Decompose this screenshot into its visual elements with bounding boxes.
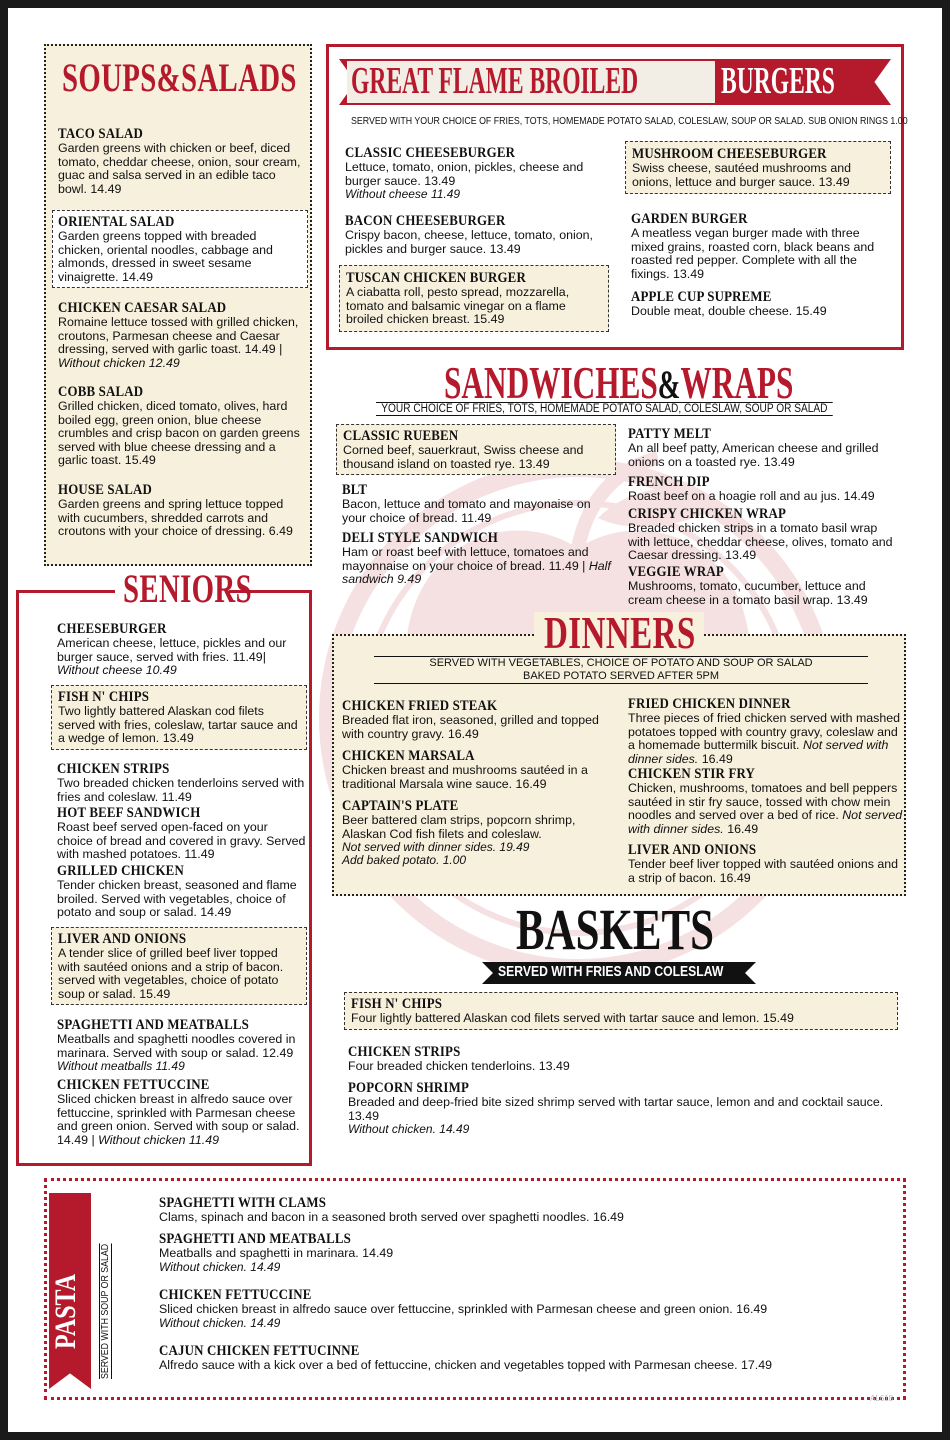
item-name: CHICKEN MARSALA — [342, 748, 475, 764]
item-desc: Tender chicken breast, seasoned and flame broiled. Served with vegetables, choice of potato and soup or salad. 14.49 — [57, 878, 297, 920]
item-name: PATTY MELT — [628, 426, 712, 442]
menu-item-spaghetti-with-clams — [159, 1195, 899, 1225]
item-name: CHEESEBURGER — [57, 621, 167, 637]
item-note: Without chicken. 14.49 — [159, 1315, 281, 1330]
item-desc: A tender slice of grilled beef liver topped with sautéed onions and a strip of bacon. served with vegetables, choice of potato soup or salad. 15.49 — [58, 946, 284, 1001]
item-desc: Garden greens topped with breaded chicken, oriental noodles, cabbage and almonds, dressed in sweet sesame vinaigrette. 14.49 — [58, 229, 273, 284]
item-desc: Double meat, double cheese. 15.49 — [631, 304, 827, 318]
menu-item-oriental-salad — [52, 210, 308, 288]
item-desc: Meatballs and spaghetti in marinara. 14.49 — [159, 1246, 394, 1260]
item-name: FRIED CHICKEN DINNER — [628, 696, 791, 712]
menu-item-senior-spaghetti-meatballs — [57, 1017, 307, 1073]
burgers-panel — [326, 44, 908, 350]
item-desc: Chicken, mushrooms, tomatoes and bell peppers sautéed in stir fry sauce, tossed with chow mein noodles and served over a bed of rice. Not served with dinner sides. 16.49 — [628, 781, 903, 836]
item-desc: Three pieces of fried chicken served with mashed potatoes topped with country gravy, coleslaw and a homemade buttermilk biscuit. Not served with dinner sides. 16.49 — [628, 711, 901, 766]
item-desc: Two breaded chicken tenderloins served with fries and coleslaw. 11.49 — [57, 776, 305, 804]
item-note: Not served with dinner sides. 19.49 — [342, 840, 530, 855]
item-name: HOUSE SALAD — [58, 482, 153, 498]
item-desc: Two lightly battered Alaskan cod filets served with fries, coleslaw, tartar sauce and a wedge of lemon. 13.49 — [58, 704, 298, 746]
item-name: CRISPY CHICKEN WRAP — [628, 506, 787, 522]
seniors-panel — [16, 566, 312, 1166]
sandwiches-subtitle: YOUR CHOICE OF FRIES, TOTS, HOMEMADE POTATO SALAD, COLESLAW, SOUP OR SALAD — [376, 402, 833, 416]
item-desc: Four breaded chicken tenderloins. 13.49 — [348, 1059, 570, 1073]
item-name: SPAGHETTI WITH CLAMS — [159, 1195, 327, 1211]
item-desc: Roast beef on a hoagie roll and au jus. 14.49 — [628, 489, 875, 503]
dinners-title: DINNERS — [544, 607, 696, 658]
menu-item-mushroom-cheeseburger — [625, 141, 891, 194]
item-desc: Alfredo sauce with a kick over a bed of fettuccine, chicken and vegetables topped with Parmesan cheese. 17.49 — [159, 1358, 773, 1372]
menu-item-chicken-stir-fry — [628, 766, 904, 836]
menu-item-chicken-marsala — [342, 748, 618, 791]
item-name: CLASSIC CHEESEBURGER — [345, 145, 516, 161]
menu-page — [8, 8, 942, 1432]
item-name: FRENCH DIP — [628, 474, 710, 490]
item-desc: Four lightly battered Alaskan cod filets served with tartar sauce and lemon. 15.49 — [351, 1011, 794, 1025]
item-desc: An all beef patty, American cheese and grilled onions on a toasted rye. 13.49 — [628, 441, 879, 469]
menu-item-crispy-chicken-wrap — [628, 506, 898, 563]
menu-item-basket-chicken-strips — [348, 1044, 898, 1074]
item-note: Without chicken. 14.49 — [348, 1122, 470, 1137]
menu-item-senior-cheeseburger — [57, 621, 307, 678]
sandwiches-wraps-section — [326, 348, 904, 610]
item-name: POPCORN SHRIMP — [348, 1080, 470, 1096]
item-name: DELI STYLE SANDWICH — [342, 530, 498, 546]
soups-salads-title: SOUPS&SALADS — [62, 55, 297, 100]
menu-item-senior-liver-and-onions — [51, 927, 307, 1005]
item-desc: American cheese, lettuce, pickles and our burger sauce, served with fries. 11.49| Without cheese 10.49 — [57, 636, 287, 678]
item-name: GARDEN BURGER — [631, 211, 748, 227]
menu-item-house-salad — [58, 482, 308, 539]
menu-item-pasta-chicken-fettuccine — [159, 1287, 899, 1330]
item-name: CLASSIC RUEBEN — [343, 428, 459, 444]
menu-item-senior-chicken-fettuccine — [57, 1077, 307, 1147]
menu-item-classic-rueben — [336, 424, 616, 475]
seniors-title: SENIORS — [123, 566, 252, 611]
item-name: FISH N' CHIPS — [351, 996, 443, 1012]
item-name: CHICKEN STIR FRY — [628, 766, 756, 782]
menu-item-veggie-wrap — [628, 564, 898, 607]
menu-item-blt — [342, 482, 618, 525]
item-desc: Sliced chicken breast in alfredo sauce over fettuccine, sprinkled with Parmesan cheese and green onion. 16.49 — [159, 1302, 768, 1316]
item-name: CAJUN CHICKEN FETTUCINNE — [159, 1343, 360, 1359]
item-note: Without chicken. 14.49 — [159, 1259, 281, 1274]
item-name: TUSCAN CHICKEN BURGER — [346, 270, 526, 286]
burgers-title-a: GREAT FLAME BROILED — [351, 60, 639, 102]
item-name: ORIENTAL SALAD — [58, 214, 175, 230]
item-desc: Tender beef liver topped with sautéed onions and a strip of bacon. 16.49 — [628, 857, 899, 885]
menu-item-grilled-chicken — [57, 863, 307, 920]
soups-salads-panel — [44, 44, 312, 566]
item-name: HOT BEEF SANDWICH — [57, 805, 201, 821]
footer-code: AL618 — [870, 1394, 894, 1403]
item-desc: A meatless vegan burger made with three mixed grains, roasted corn, black beans and roasted red pepper. Complete with all the fixings. 13.49 — [631, 226, 875, 281]
item-desc: Bacon, lettuce and tomato and mayonaise on your choice of bread. 11.49 — [342, 497, 591, 525]
item-name: CAPTAIN'S PLATE — [342, 798, 459, 814]
baskets-subtitle: SERVED WITH FRIES AND COLESLAW — [498, 964, 724, 980]
menu-item-fried-chicken-dinner — [628, 696, 904, 766]
item-name: BACON CHEESEBURGER — [345, 213, 506, 229]
menu-item-deli-style-sandwich — [342, 530, 618, 587]
item-name: CHICKEN FETTUCCINE — [159, 1287, 312, 1303]
item-desc: Garden greens and spring lettuce topped with cucumbers, shredded carrots and croutons with your choice of dressing. 6.49 — [58, 497, 293, 539]
item-desc: Clams, spinach and bacon in a seasoned broth served over spaghetti noodles. 16.49 — [159, 1210, 624, 1224]
pasta-subtitle: SERVED WITH SOUP OR SALAD — [100, 1243, 111, 1379]
item-note: Without cheese 11.49 — [345, 187, 461, 202]
burgers-subtitle: SERVED WITH YOUR CHOICE OF FRIES, TOTS, HOMEMADE POTATO SALAD, COLESLAW, SOUP OR SALAD. SUB ONION RINGS 1.00 — [351, 115, 908, 127]
item-name: CHICKEN FETTUCCINE — [57, 1077, 210, 1093]
baskets-section — [332, 898, 906, 1158]
item-note-2: Add baked potato. 1.00 — [342, 853, 467, 868]
menu-item-popcorn-shrimp — [348, 1080, 904, 1136]
item-name: CHICKEN STRIPS — [57, 761, 170, 777]
pasta-title: PASTA — [49, 1273, 82, 1349]
menu-item-cajun-chicken-fettucinne — [159, 1343, 899, 1373]
item-name: MUSHROOM CHEESEBURGER — [632, 146, 827, 162]
item-desc: Romaine lettuce tossed with grilled chicken, croutons, Parmesan cheese and Caesar dressing, served with garlic toast. 14.49 | Without chicken 12.49 — [58, 315, 299, 370]
item-name: TACO SALAD — [58, 126, 143, 142]
item-name: LIVER AND ONIONS — [58, 931, 187, 947]
item-name: SPAGHETTI AND MEATBALLS — [57, 1017, 250, 1033]
item-desc: Breaded chicken strips in a tomato basil wrap with lettuce, cheddar cheese, olives, tomato and Caesar dressing. 13.49 — [628, 521, 893, 563]
menu-item-captains-plate — [342, 798, 618, 867]
menu-item-apple-cup-supreme — [631, 289, 893, 319]
item-desc: A ciabatta roll, pesto spread, mozzarella, tomato and balsamic vinegar on a flame broiled chicken breast. 15.49 — [346, 285, 570, 327]
dinners-subtitle: SERVED WITH VEGETABLES, CHOICE OF POTATO AND SOUP OR SALAD BAKED POTATO SERVED AFTER 5PM — [374, 656, 868, 684]
item-note: Without meatballs 11.49 — [57, 1059, 185, 1074]
item-desc: Mushrooms, tomato, cucumber, lettuce and cream cheese in a tomato basil wrap. 13.49 — [628, 579, 868, 607]
burgers-title-b: BURGERS — [721, 60, 835, 102]
item-desc: Garden greens with chicken or beef, diced tomato, cheddar cheese, onion, sour cream, guac and salsa served in an edible taco bowl. 14.49 — [58, 141, 301, 196]
menu-item-dinner-liver-and-onions — [628, 842, 904, 885]
menu-item-senior-chicken-strips — [57, 761, 307, 804]
menu-item-bacon-cheeseburger — [345, 213, 615, 256]
menu-item-garden-burger — [631, 211, 893, 281]
item-name: COBB SALAD — [58, 384, 144, 400]
item-desc: Sliced chicken breast in alfredo sauce over fettuccine, sprinkled with Parmesan cheese and green onion. Served with soup or salad. 14.49 | Without chicken 11.49 — [57, 1092, 300, 1147]
menu-item-cobb-salad — [58, 384, 308, 468]
pasta-panel — [44, 1178, 906, 1400]
item-desc: Breaded and deep-fried bite sized shrimp served with tartar sauce, lemon and and cocktail sauce. 13.49 — [348, 1095, 884, 1123]
item-name: BLT — [342, 482, 368, 498]
item-name: FISH N' CHIPS — [58, 689, 150, 705]
menu-item-chicken-caesar-salad — [58, 300, 308, 370]
item-desc: Ham or roast beef with lettuce, tomatoes and mayonnaise on your choice of bread. 11.49 | Half sandwich 9.49 — [342, 545, 611, 587]
item-name: CHICKEN CAESAR SALAD — [58, 300, 227, 316]
item-desc: Crispy bacon, cheese, lettuce, tomato, onion, pickles and burger sauce. 13.49 — [345, 228, 593, 256]
item-name: LIVER AND ONIONS — [628, 842, 757, 858]
item-name: VEGGIE WRAP — [628, 564, 724, 580]
item-desc: Chicken breast and mushrooms sautéed in a traditional Marsala wine sauce. 16.49 — [342, 763, 588, 791]
item-desc: Beer battered clam strips, popcorn shrimp, Alaskan Cod fish filets and coleslaw. — [342, 813, 576, 841]
item-name: CHICKEN FRIED STEAK — [342, 698, 498, 714]
item-desc: Corned beef, sauerkraut, Swiss cheese and thousand island on toasted rye. 13.49 — [343, 443, 584, 471]
item-name: APPLE CUP SUPREME — [631, 289, 772, 305]
item-desc: Meatballs and spaghetti noodles covered in marinara. Served with soup or salad. 12.49 — [57, 1032, 296, 1060]
sandwiches-title: SANDWICHES&WRAPS — [444, 357, 794, 408]
menu-item-taco-salad — [58, 126, 308, 196]
item-desc: Roast beef served open-faced on your choice of bread and covered in gravy. Served with mashed potatoes. 11.49 — [57, 820, 306, 862]
menu-item-chicken-fried-steak — [342, 698, 618, 741]
baskets-title: BASKETS — [516, 897, 715, 962]
item-desc: Lettuce, tomato, onion, pickles, cheese and burger sauce. 13.49 — [345, 160, 584, 188]
item-name: CHICKEN STRIPS — [348, 1044, 461, 1060]
menu-item-hot-beef-sandwich — [57, 805, 307, 862]
dinners-panel — [332, 607, 906, 896]
item-name: SPAGHETTI AND MEATBALLS — [159, 1231, 352, 1247]
item-name: GRILLED CHICKEN — [57, 863, 184, 879]
item-desc: Breaded flat iron, seasoned, grilled and topped with country gravy. 16.49 — [342, 713, 599, 741]
menu-item-french-dip — [628, 474, 898, 504]
item-desc: Swiss cheese, sautéed mushrooms and onions, lettuce and burger sauce. 13.49 — [632, 161, 852, 189]
menu-item-basket-fish-n-chips — [344, 992, 898, 1030]
menu-item-senior-fish-n-chips — [51, 685, 307, 750]
item-desc: Grilled chicken, diced tomato, olives, hard boiled egg, green onion, blue cheese crumbles and crisp bacon on garden greens served with blue cheese dressing and a garlic toast. 15.49 — [58, 399, 300, 468]
menu-item-pasta-spaghetti-meatballs — [159, 1231, 899, 1274]
menu-item-patty-melt — [628, 426, 898, 469]
menu-item-tuscan-chicken-burger — [339, 265, 609, 332]
menu-item-classic-cheeseburger — [345, 145, 615, 201]
